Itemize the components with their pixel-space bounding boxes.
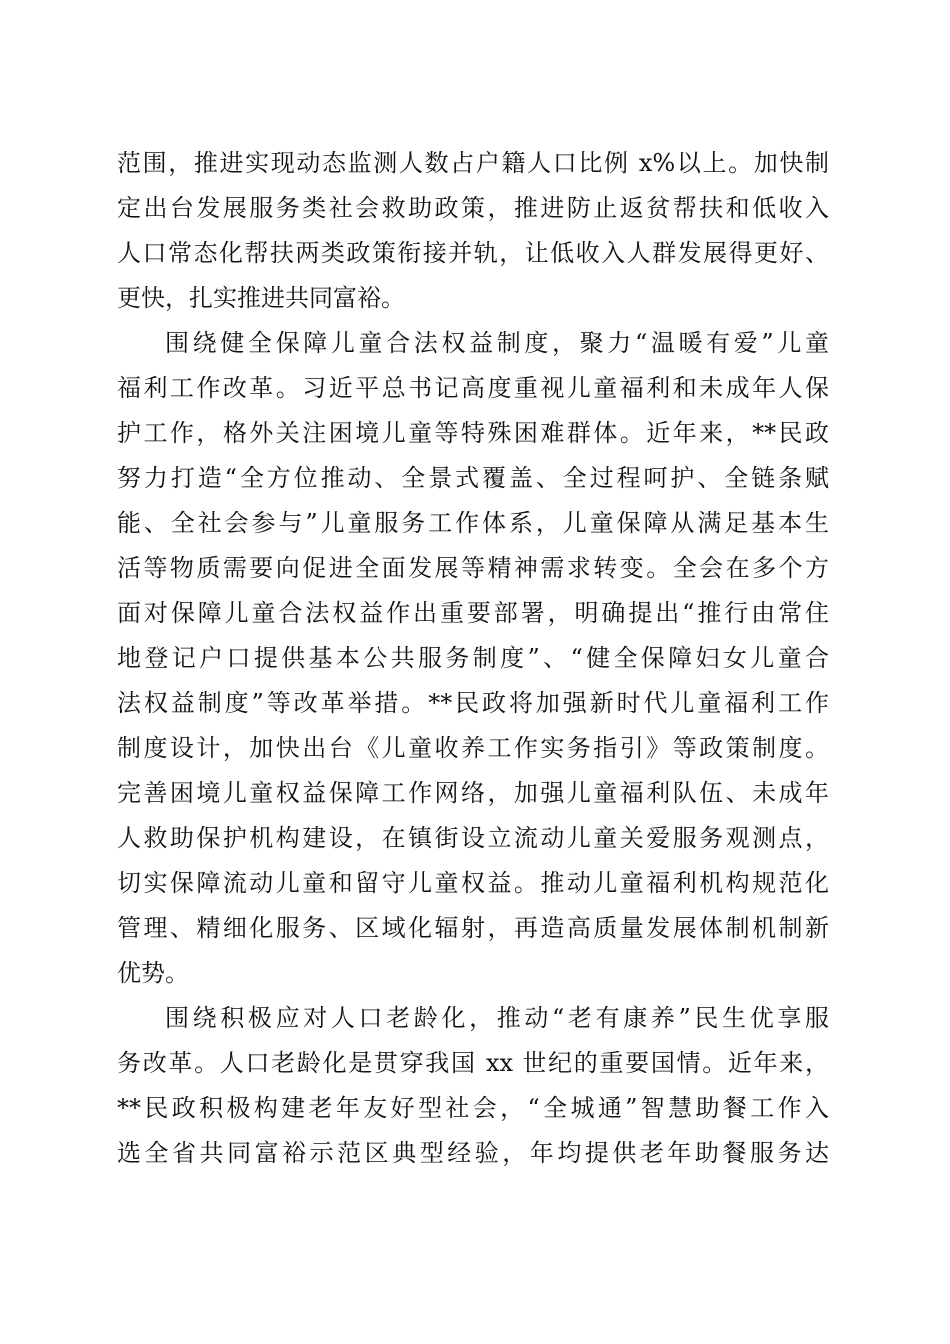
text-line: 完善困境儿童权益保障工作网络，加强儿童福利队伍、未成年 [117,779,829,807]
paragraph-2 [117,321,829,996]
text-line: 人救助保护机构建设，在镇街设立流动儿童关爱服务观测点， [117,824,829,852]
document-body [117,141,829,1176]
text-line: 围绕健全保障儿童合法权益制度，聚力“温暖有爱”儿童 [165,329,829,357]
text-line: 务改革。人口老龄化是贯穿我国 xx 世纪的重要国情。近年来， [117,1049,829,1077]
text-line: 切实保障流动儿童和留守儿童权益。推动儿童福利机构规范化 [117,869,829,897]
text-line: 管理、精细化服务、区域化辐射，再造高质量发展体制机制新 [117,914,829,942]
text-line: 地登记户口提供基本公共服务制度”、“健全保障妇女儿童合 [117,644,829,672]
text-line: 范围，推进实现动态监测人数占户籍人口比例 x%以上。加快制 [117,149,829,177]
text-line: 护工作，格外关注困境儿童等特殊困难群体。近年来，**民政 [117,419,829,447]
text-line: 福利工作改革。习近平总书记高度重视儿童福利和未成年人保 [117,374,829,402]
text-line: 定出台发展服务类社会救助政策，推进防止返贫帮扶和低收入 [117,194,829,222]
text-line: 选全省共同富裕示范区典型经验，年均提供老年助餐服务达 [117,1139,829,1167]
text-line: 法权益制度”等改革举措。**民政将加强新时代儿童福利工作 [117,689,829,717]
text-line: **民政积极构建老年友好型社会，“全城通”智慧助餐工作入 [117,1094,829,1122]
text-line: 围绕积极应对人口老龄化，推动“老有康养”民生优享服 [165,1004,829,1032]
text-line: 面对保障儿童合法权益作出重要部署，明确提出“推行由常住 [117,599,829,627]
text-line: 优势。 [117,959,189,987]
paragraph-3 [117,996,829,1176]
text-line: 更快，扎实推进共同富裕。 [117,284,405,312]
text-line: 活等物质需要向促进全面发展等精神需求转变。全会在多个方 [117,554,829,582]
text-line: 努力打造“全方位推动、全景式覆盖、全过程呵护、全链条赋 [117,464,829,492]
paragraph-1 [117,141,829,321]
text-line: 制度设计，加快出台《儿童收养工作实务指引》等政策制度。 [117,734,829,762]
text-line: 人口常态化帮扶两类政策衔接并轨，让低收入人群发展得更好、 [117,239,829,267]
text-line: 能、全社会参与”儿童服务工作体系，儿童保障从满足基本生 [117,509,829,537]
